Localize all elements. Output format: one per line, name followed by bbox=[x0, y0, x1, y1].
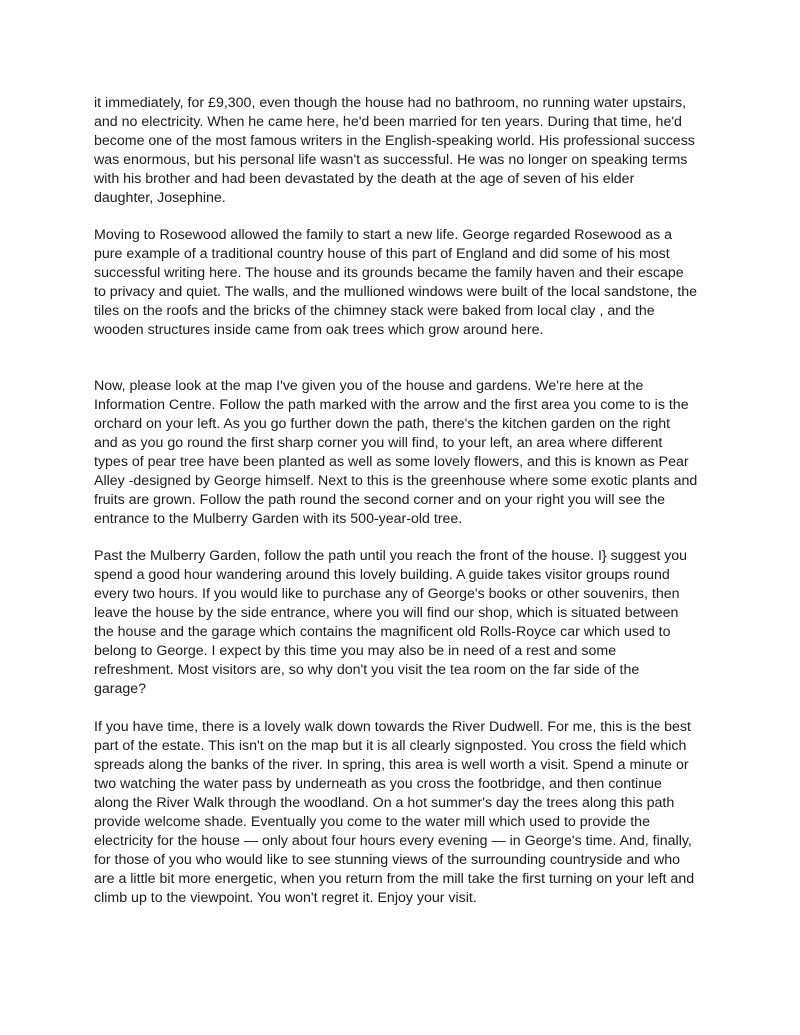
text-line: pure example of a traditional country house of this part of England and did some of his most bbox=[94, 246, 670, 262]
text-line: and no electricity. When he came here, he'd been married for ten years. During that time, he'd bbox=[94, 114, 682, 130]
text-line: daughter, Josephine. bbox=[94, 190, 226, 206]
text-line: spreads along the banks of the river. In spring, this area is well worth a visit. Spend a minute or bbox=[94, 757, 689, 773]
paragraph bbox=[94, 226, 719, 340]
text-line: become one of the most famous writers in the English-speaking world. His professional success bbox=[94, 133, 695, 149]
paragraph-map bbox=[94, 377, 719, 529]
text-line: refreshment. Most visitors are, so why don't you visit the tea room on the far side of the bbox=[94, 662, 640, 678]
paragraph bbox=[94, 377, 719, 529]
paragraph bbox=[94, 547, 719, 699]
text-line: the house and the garage which contains the magnificent old Rolls-Royce car which used to bbox=[94, 624, 671, 640]
text-line: Now, please look at the map I've given you of the house and gardens. We're here at the bbox=[94, 378, 644, 394]
text-line: successful writing here. The house and its grounds became the family haven and their escape bbox=[94, 265, 684, 281]
text-line: types of pear tree have been planted as well as some lovely flowers, and this is known as Pear bbox=[94, 454, 689, 470]
text-line: Alley -designed by George himself. Next to this is the greenhouse where some exotic plants and bbox=[94, 473, 698, 489]
text-line: for those of you who would like to see stunning views of the surrounding countryside and who bbox=[94, 852, 680, 868]
text-line: was enormous, but his personal life wasn't as successful. He was no longer on speaking terms bbox=[94, 152, 688, 168]
text-line: tiles on the roofs and the bricks of the chimney stack were baked from local clay , and the bbox=[94, 303, 655, 319]
text-line: wooden structures inside came from oak trees which grow around here. bbox=[94, 322, 544, 338]
text-line: along the River Walk through the woodland. On a hot summer's day the trees along this path bbox=[94, 795, 675, 811]
text-line: If you have time, there is a lovely walk down towards the River Dudwell. For me, this is the best bbox=[94, 719, 691, 735]
text-line: spend a good hour wandering around this lovely building. A guide takes visitor groups round bbox=[94, 567, 670, 583]
text-line: with his brother and had been devastated by the death at the age of seven of his elder bbox=[94, 171, 635, 187]
text-line: it immediately, for £9,300, even though the house had no bathroom, no running water upstairs, bbox=[94, 95, 687, 111]
paragraph-history bbox=[94, 94, 719, 208]
text-line: to privacy and quiet. The walls, and the mullioned windows were built of the local sandstone, the bbox=[94, 284, 698, 300]
text-line: two watching the water pass by underneath as you cross the footbridge, and then continue bbox=[94, 776, 662, 792]
text-line: provide welcome shade. Eventually you come to the water mill which used to provide the bbox=[94, 814, 650, 830]
paragraph bbox=[94, 94, 719, 208]
paragraph-rosewood bbox=[94, 226, 719, 340]
text-line: are a little bit more energetic, when you return from the mill take the first turning on your left and bbox=[94, 871, 695, 887]
text-line: leave the house by the side entrance, where you will find our shop, which is situated between bbox=[94, 605, 679, 621]
text-line: every two hours. If you would like to purchase any of George's books or other souvenirs, then bbox=[94, 586, 680, 602]
text-line: fruits are grown. Follow the path round the second corner and on your right you will see the bbox=[94, 492, 665, 508]
text-line: Past the Mulberry Garden, follow the path until you reach the front of the house. I} suggest you bbox=[94, 548, 688, 564]
paragraph-house-tour bbox=[94, 547, 719, 699]
text-line: climb up to the viewpoint. You won't regret it. Enjoy your visit. bbox=[94, 890, 477, 906]
text-line: Information Centre. Follow the path marked with the arrow and the first area you come to is the bbox=[94, 397, 689, 413]
text-line: orchard on your left. As you go further down the path, there's the kitchen garden on the right bbox=[94, 416, 671, 432]
paragraph-river-walk bbox=[94, 718, 719, 908]
text-line: electricity for the house — only about four hours every evening — in George's time. And, finally, bbox=[94, 833, 692, 849]
text-line: entrance to the Mulberry Garden with its 500-year-old tree. bbox=[94, 511, 463, 527]
text-line: part of the estate. This isn't on the map but it is all clearly signposted. You cross the field which bbox=[94, 738, 687, 754]
text-line: garage? bbox=[94, 681, 147, 697]
text-line: belong to George. I expect by this time you may also be in need of a rest and some bbox=[94, 643, 617, 659]
text-line: and as you go round the first sharp corner you will find, to your left, an area where different bbox=[94, 435, 663, 451]
text-line: Moving to Rosewood allowed the family to start a new life. George regarded Rosewood as a bbox=[94, 227, 673, 243]
paragraph bbox=[94, 718, 719, 908]
